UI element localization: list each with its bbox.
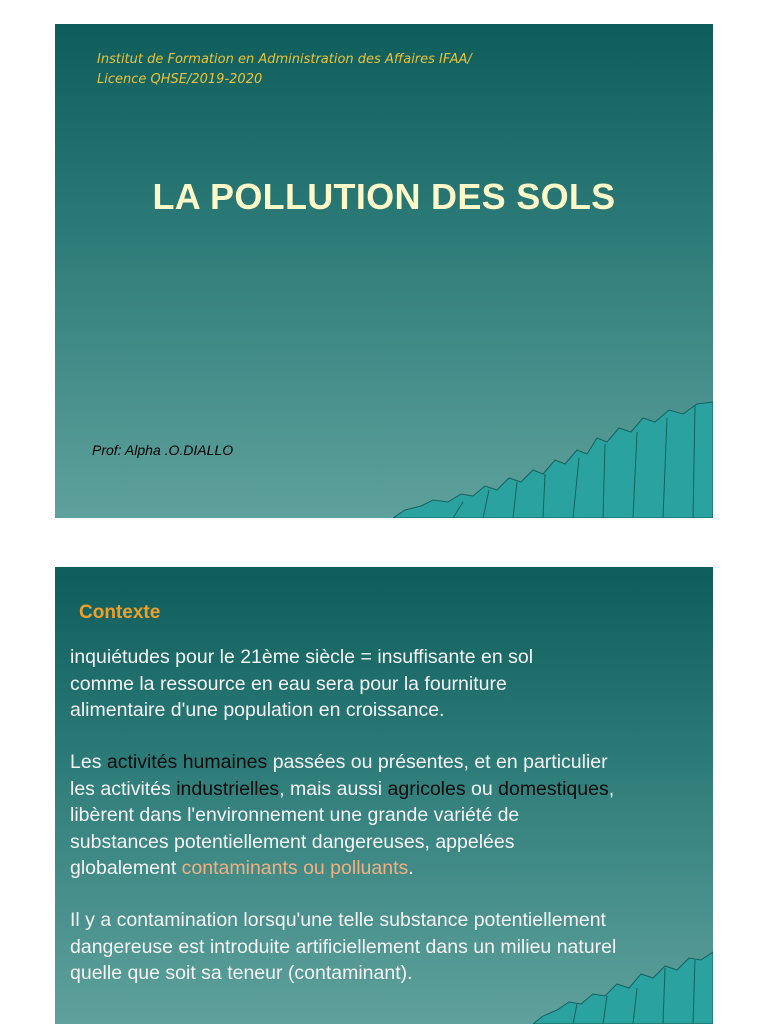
paragraph-line: libèrent dans l'environnement une grande variété de xyxy=(70,804,520,826)
text-run: passées ou présentes, et en particulier xyxy=(267,751,608,773)
section-heading: Contexte xyxy=(79,602,161,623)
institute-line-2: Licence QHSE/2019-2020 xyxy=(97,72,263,87)
paragraph-concerns xyxy=(70,644,710,724)
paragraph-line: Il y a contamination lorsqu'une telle substance potentiellement xyxy=(70,909,606,931)
highlight-agricultural: agricoles xyxy=(387,777,466,800)
professor-name: Prof: Alpha .O.DIALLO xyxy=(92,442,234,458)
highlight-domestic: domestiques xyxy=(498,777,609,800)
text-run: ou xyxy=(465,777,499,800)
paragraph-line: inquiétudes pour le 21ème siècle = insuffisante en sol xyxy=(70,646,534,668)
paragraph-contamination xyxy=(70,907,710,987)
title-slide xyxy=(55,24,713,518)
text-run: les activités xyxy=(70,777,177,800)
slide-title: LA POLLUTION DES SOLS xyxy=(152,176,616,217)
text-run: Les xyxy=(70,751,107,773)
highlight-contaminants: contaminants ou polluants xyxy=(181,857,409,879)
paragraph-line: substances potentiellement dangereuses, appelées xyxy=(70,830,515,853)
context-slide xyxy=(55,567,713,1024)
paragraph-line: alimentaire d'une population en croissance. xyxy=(70,699,445,721)
highlight-human-activities: activités humaines xyxy=(106,751,268,773)
text-run: , mais aussi xyxy=(279,777,388,800)
paragraph-line xyxy=(70,776,710,803)
highlight-industrial: industrielles xyxy=(176,777,280,800)
text-run: . xyxy=(408,857,414,879)
text-run: , xyxy=(608,777,615,800)
mountain-graphic xyxy=(393,398,713,518)
paragraph-activities xyxy=(70,749,710,882)
institute-header xyxy=(97,50,472,90)
paragraph-line: dangereuse est introduite artificiellement dans un milieu naturel xyxy=(70,935,617,958)
paragraph-line xyxy=(70,749,710,776)
paragraph-line: quelle que soit sa teneur (contaminant). xyxy=(70,962,413,984)
paragraph-line: comme la ressource en eau sera pour la fourniture xyxy=(70,672,507,695)
paragraph-line xyxy=(70,855,710,882)
text-run: globalement xyxy=(70,857,182,879)
institute-line-1: Institut de Formation en Administration des Affaires IFAA/ xyxy=(97,52,472,67)
